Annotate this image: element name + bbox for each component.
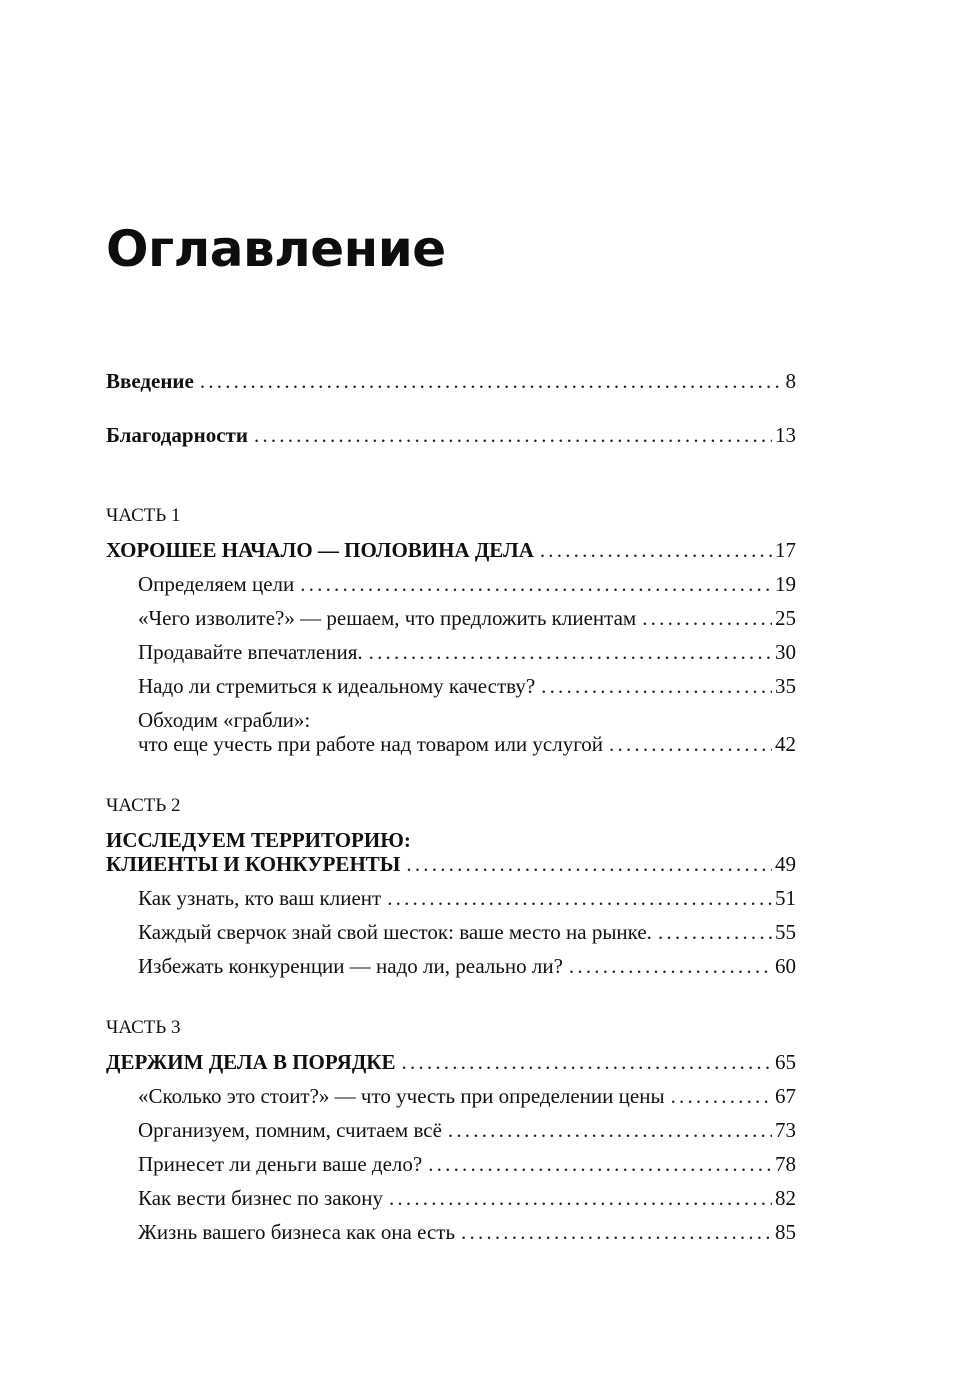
toc-chapter[interactable] <box>106 1220 796 1244</box>
toc-entry-title: Организуем, помним, считаем всё <box>138 1118 442 1142</box>
toc-entry-title: Введение <box>106 369 194 393</box>
toc-entry-title: Жизнь вашего бизнеса как она есть <box>138 1220 456 1244</box>
toc-entry-title-line1: Обходим «грабли»: <box>138 708 311 732</box>
toc-page-number: 51 <box>775 886 796 910</box>
toc-entry-title: ХОРОШЕЕ НАЧАЛО — ПОЛОВИНА ДЕЛА <box>106 538 534 562</box>
dot-leader <box>448 1118 772 1142</box>
toc-chapter[interactable] <box>106 1152 796 1176</box>
toc-entry-title: Определяем цели <box>138 572 295 596</box>
toc-page-number: 8 <box>785 369 796 393</box>
dot-leader <box>671 1084 772 1108</box>
dot-leader <box>200 369 783 393</box>
toc-entry-title: Благодарности <box>106 423 248 447</box>
toc-page-number: 42 <box>775 732 796 756</box>
toc-entry-title: Избежать конкуренции — надо ли, реально ли? <box>138 954 563 978</box>
toc-chapter[interactable] <box>106 606 796 630</box>
toc-entry-title: Надо ли стремиться к идеальному качеству? <box>138 674 536 698</box>
toc-entry-title: Каждый сверчок знай свой шесток: ваше место на рынке. <box>138 920 652 944</box>
toc-page-number: 13 <box>775 423 796 447</box>
toc-page-number: 85 <box>775 1220 796 1244</box>
toc-entry-title: ДЕРЖИМ ДЕЛА В ПОРЯДКЕ <box>106 1050 396 1074</box>
dot-leader <box>387 886 772 910</box>
dot-leader <box>569 954 772 978</box>
toc-entry-acknowledgements[interactable] <box>106 423 796 447</box>
toc-chapter[interactable] <box>106 572 796 596</box>
toc-page-number: 17 <box>775 538 796 562</box>
toc-entry-title: КЛИЕНТЫ И КОНКУРЕНТЫ <box>106 852 401 876</box>
toc-part-title[interactable] <box>106 1050 796 1074</box>
toc-chapter[interactable] <box>106 1118 796 1142</box>
dot-leader <box>402 1050 772 1074</box>
dot-leader <box>540 538 772 562</box>
toc-entry-introduction[interactable] <box>106 369 796 393</box>
toc-entry-title: «Чего изволите?» — решаем, что предложить клиентам <box>138 606 637 630</box>
toc-page-number: 78 <box>775 1152 796 1176</box>
page-title: Оглавление <box>106 220 446 278</box>
toc-page-number: 65 <box>775 1050 796 1074</box>
toc-entry-title: Продавайте впечатления. <box>138 640 363 664</box>
toc-page-number: 19 <box>775 572 796 596</box>
toc-page-number: 25 <box>775 606 796 630</box>
toc-part-title[interactable] <box>106 538 796 562</box>
dot-leader <box>428 1152 772 1176</box>
toc-entry-title-line1: ИССЛЕДУЕМ ТЕРРИТОРИЮ: <box>106 828 411 852</box>
part-label: ЧАСТЬ 1 <box>106 505 181 526</box>
dot-leader <box>369 640 772 664</box>
dot-leader <box>461 1220 772 1244</box>
toc-chapter[interactable] <box>106 708 796 756</box>
toc-page-number: 30 <box>775 640 796 664</box>
toc-chapter[interactable] <box>106 1084 796 1108</box>
dot-leader <box>541 674 772 698</box>
table-of-contents <box>106 369 796 1244</box>
toc-part-title[interactable] <box>106 828 796 876</box>
dot-leader <box>406 852 772 876</box>
part-label: ЧАСТЬ 2 <box>106 795 181 816</box>
dot-leader <box>658 920 772 944</box>
toc-entry-title: Как вести бизнес по закону <box>138 1186 383 1210</box>
toc-chapter[interactable] <box>106 920 796 944</box>
dot-leader <box>300 572 772 596</box>
toc-page-number: 55 <box>775 920 796 944</box>
dot-leader <box>389 1186 772 1210</box>
toc-entry-title: «Сколько это стоит?» — что учесть при определении цены <box>138 1084 665 1108</box>
toc-chapter[interactable] <box>106 954 796 978</box>
toc-entry-title: Принесет ли деньги ваше дело? <box>138 1152 423 1176</box>
part-label: ЧАСТЬ 3 <box>106 1017 181 1038</box>
toc-chapter[interactable] <box>106 640 796 664</box>
toc-page-number: 60 <box>775 954 796 978</box>
toc-chapter[interactable] <box>106 1186 796 1210</box>
toc-page-number: 67 <box>775 1084 796 1108</box>
dot-leader <box>609 732 772 756</box>
dot-leader <box>254 423 772 447</box>
toc-page-number: 35 <box>775 674 796 698</box>
toc-entry-title: Как узнать, кто ваш клиент <box>138 886 382 910</box>
toc-chapter[interactable] <box>106 886 796 910</box>
toc-chapter[interactable] <box>106 674 796 698</box>
toc-page-number: 73 <box>775 1118 796 1142</box>
dot-leader <box>642 606 772 630</box>
toc-entry-title: что еще учесть при работе над товаром или услугой <box>138 732 604 756</box>
toc-page-number: 49 <box>775 852 796 876</box>
toc-page-number: 82 <box>775 1186 796 1210</box>
